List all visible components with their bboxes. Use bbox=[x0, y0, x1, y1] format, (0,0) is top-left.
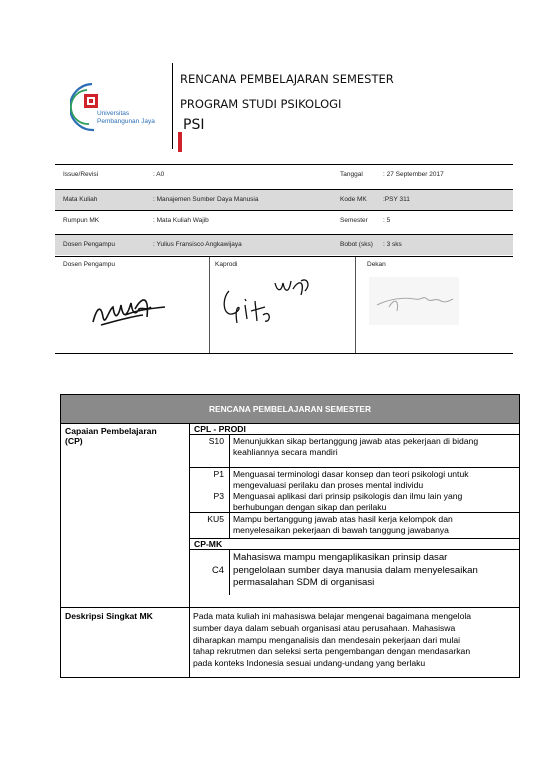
cpl-code-s10: S10 bbox=[208, 436, 224, 446]
row-line bbox=[189, 512, 519, 513]
info-row-issue bbox=[55, 164, 513, 185]
issue-label: Issue/Revisi bbox=[63, 171, 99, 178]
cpl-header-line bbox=[189, 434, 519, 435]
sig-head-label: Kaprodi bbox=[215, 261, 238, 268]
sig-lecturer-label: Dosen Pengampu bbox=[63, 261, 116, 268]
logo-text-line-2: Pembangunan Jaya bbox=[97, 117, 155, 125]
cpmk-text-line: permasalahan SDM di organisasi bbox=[233, 577, 375, 589]
university-logo bbox=[70, 78, 170, 140]
signature-row bbox=[55, 256, 513, 354]
lecturer-signature bbox=[85, 287, 175, 337]
lecturer-label: Dosen Pengampu bbox=[63, 241, 116, 248]
sig-divider-1 bbox=[209, 257, 210, 353]
cpl-text-line: keahliannya secara mandiri bbox=[233, 446, 338, 457]
cp-label bbox=[65, 426, 157, 446]
cpl-code-ku5: KU5 bbox=[207, 514, 224, 524]
label-column-divider bbox=[189, 423, 190, 677]
description-line: tahap rekrutmen dan seleksi serta pengembangan dengan mendasarkan bbox=[193, 646, 471, 657]
description-text bbox=[193, 611, 471, 670]
accent-bar bbox=[178, 132, 182, 152]
credits-value: : 3 sks bbox=[383, 241, 402, 248]
info-row-cluster bbox=[55, 210, 513, 231]
cpmk-code-divider bbox=[229, 549, 230, 595]
sig-divider-2 bbox=[355, 257, 356, 353]
header-divider bbox=[172, 63, 173, 149]
cpl-text-line: Mampu bertanggung jawab atas hasil kerja kelompok dan bbox=[233, 514, 453, 524]
description-line: Pada mata kuliah ini mahasiswa belajar mengenai bagaimana mengelola bbox=[193, 611, 472, 621]
program-name: PROGRAM STUDI PSIKOLOGI bbox=[180, 97, 342, 111]
cpmk-text-line: Mahasiswa mampu mengaplikasikan prinsip dasar bbox=[233, 552, 448, 563]
cp-label-line-2: (CP) bbox=[65, 436, 83, 446]
cpl-text-line: Menguasai terminologi dasar konsep dan teori psikologi untuk bbox=[233, 469, 469, 479]
cpl-text-line: Menguasai aplikasi dari prinsip psikologis dan ilmu lain yang bbox=[233, 491, 463, 501]
info-row-course bbox=[55, 189, 513, 210]
dean-signature bbox=[369, 277, 459, 325]
cpmk-code: C4 bbox=[212, 564, 224, 575]
cpmk-header: CP-MK bbox=[194, 539, 223, 549]
cpl-text-line: Menunjukkan sikap bertanggung jawab atas pekerjaan di bidang bbox=[233, 436, 479, 446]
program-code: PSI bbox=[183, 117, 205, 133]
cpl-text-p3 bbox=[233, 491, 462, 513]
sig-dean-label: Dekan bbox=[367, 261, 386, 268]
description-line: diharapkan mampu menganalisis dan mendesain pekerjaan dari mulai bbox=[193, 634, 461, 645]
date-value: : 27 September 2017 bbox=[383, 171, 444, 178]
row-line bbox=[189, 467, 519, 468]
rps-table-title: RENCANA PEMBELAJARAN SEMESTER bbox=[208, 404, 372, 414]
semester-value: : 5 bbox=[383, 217, 391, 224]
date-label: Tanggal bbox=[340, 171, 363, 178]
cp-label-line-1: Capaian Pembelajaran bbox=[65, 426, 157, 436]
cpl-text-s10 bbox=[233, 436, 478, 458]
info-row-lecturer bbox=[55, 234, 513, 255]
cpmk-header-line bbox=[189, 549, 519, 550]
course-label: Mata Kuliah bbox=[63, 196, 98, 203]
cpl-text-p1 bbox=[233, 469, 469, 491]
code-value: :PSY 311 bbox=[383, 196, 410, 203]
cpmk-text bbox=[233, 552, 478, 590]
cpmk-text-line: pengelolaan sumber daya manusia dalam menyelesaikan bbox=[233, 564, 478, 576]
code-label: Kode MK bbox=[340, 196, 367, 203]
cpl-code-p3: P3 bbox=[213, 491, 224, 501]
description-label: Deskripsi Singkat MK bbox=[65, 611, 153, 621]
credits-label: Bobot (sks) bbox=[340, 241, 373, 248]
issue-value: : A0 bbox=[153, 171, 165, 178]
cpl-text-line: berhubungan dengan sikap dan perilaku bbox=[233, 501, 387, 512]
rps-table-header bbox=[61, 395, 519, 424]
logo-text-line-1: Universitas bbox=[97, 110, 130, 117]
document-title: RENCANA PEMBELAJARAN SEMESTER bbox=[180, 72, 394, 86]
cpl-header: CPL - PRODI bbox=[194, 424, 246, 434]
logo-text bbox=[97, 110, 155, 125]
cluster-value: : Mata Kuliah Wajib bbox=[153, 217, 209, 224]
description-line: sumber daya dalam sebuah organisasi atau perusahaan. Mahasiswa bbox=[193, 622, 456, 633]
semester-label: Semester bbox=[340, 217, 368, 224]
cpl-text-line: menyelesaikan pekerjaan di bawah tanggung jawabanya bbox=[233, 524, 449, 535]
description-line: pada konteks Indonesia sesuai undang-undang yang berlaku bbox=[193, 658, 426, 669]
head-signature bbox=[215, 271, 335, 343]
cpl-code-p1: P1 bbox=[213, 469, 224, 479]
cpl-text-ku5 bbox=[233, 514, 453, 536]
rps-table bbox=[60, 394, 520, 678]
code-column-divider bbox=[229, 434, 230, 538]
course-value: : Manajemen Sumber Daya Manusia bbox=[153, 196, 259, 203]
row-line bbox=[189, 538, 519, 539]
section-line bbox=[61, 607, 519, 608]
cpl-text-line: mengevaluasi perilaku dan proses mental individu bbox=[233, 479, 424, 490]
cluster-label: Rumpun MK bbox=[63, 217, 100, 224]
lecturer-value: : Yulius Fransisco Angkawijaya bbox=[153, 241, 242, 248]
